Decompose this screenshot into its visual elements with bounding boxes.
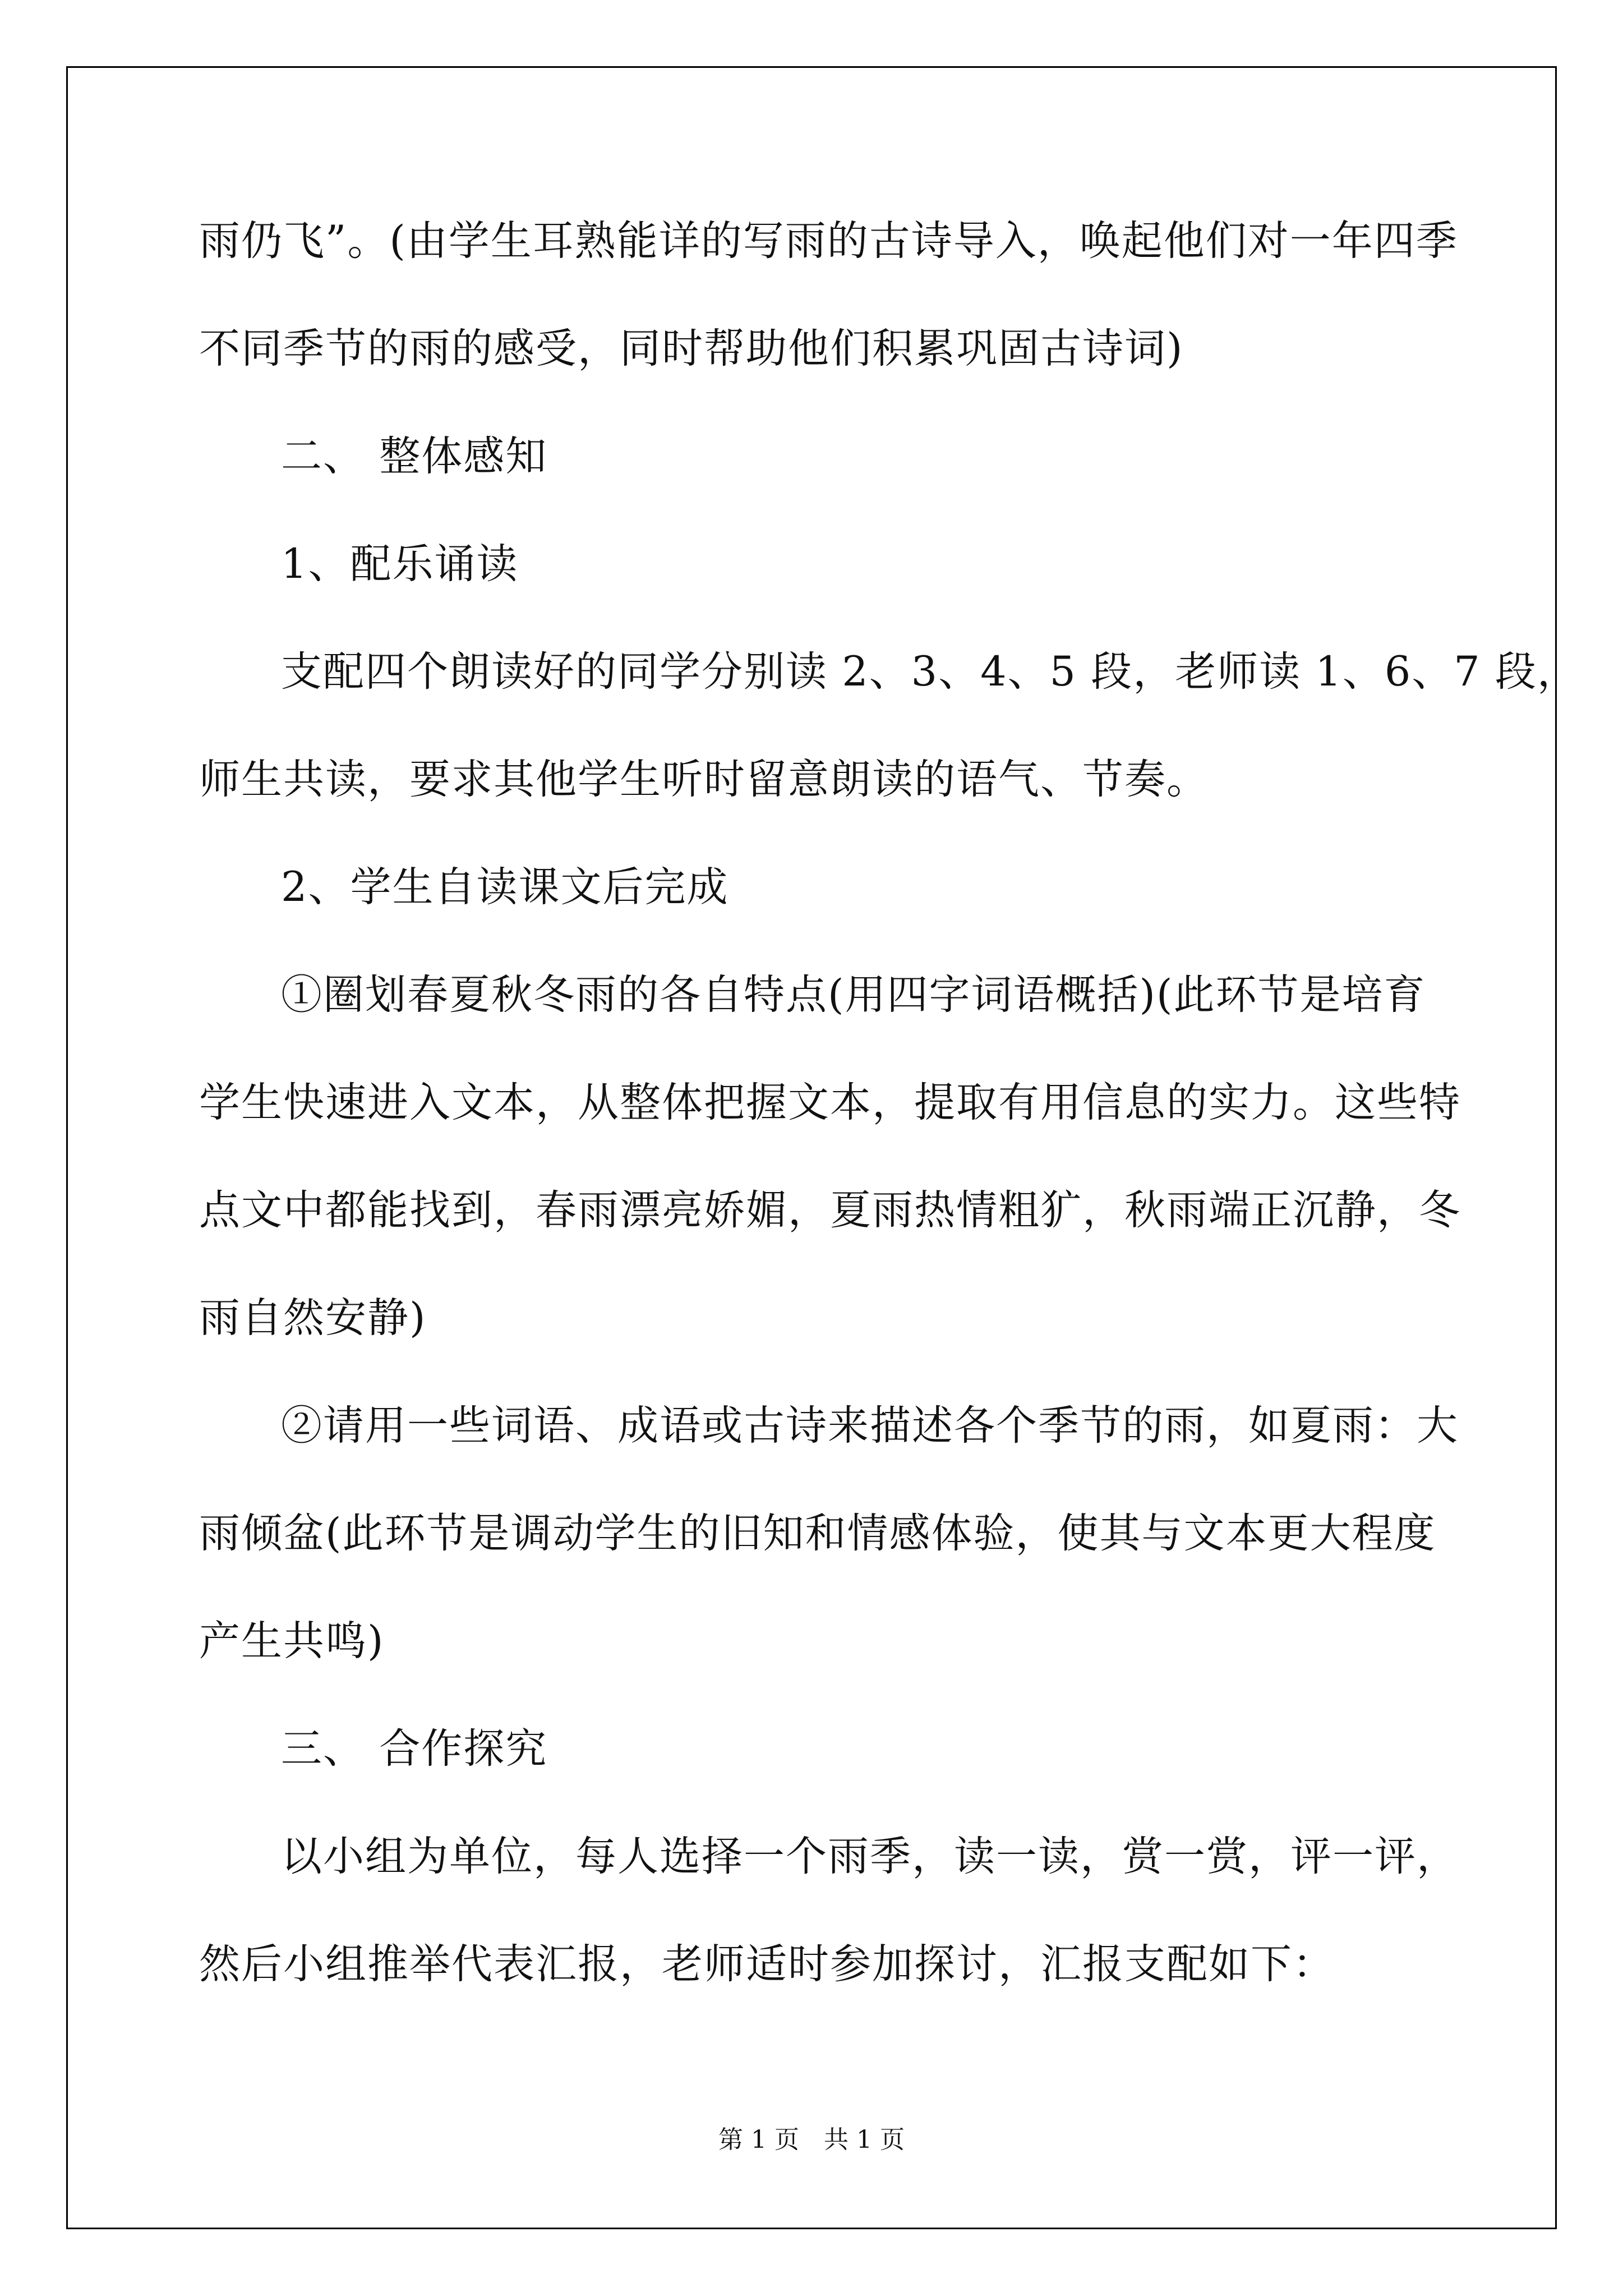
text-line: 师生共读，要求其他学生听时留意朗读的语气、节奏。	[199, 756, 1209, 803]
text-line: 点文中都能找到，春雨漂亮娇媚，夏雨热情粗犷，秋雨端正沉静，冬	[199, 1186, 1461, 1234]
page-number: 第 1 页 共 1 页	[718, 2125, 905, 2154]
section-heading: 三、 合作探究	[281, 1725, 548, 1773]
text-line: ②请用一些词语、成语或古诗来描述各个季节的雨，如夏雨：大	[281, 1402, 1459, 1450]
text-line: 雨倾盆(此环节是调动学生的旧知和情感体验，使其与文本更大程度	[199, 1510, 1436, 1557]
subsection-heading: 2、学生自读课文后完成	[281, 863, 729, 911]
text-line: 产生共鸣)	[199, 1617, 385, 1665]
text-line: 不同季节的雨的感受，同时帮助他们积累巩固古诗词)	[199, 325, 1184, 372]
text-line: 雨自然安静)	[199, 1294, 427, 1342]
text-line: 学生快速进入文本，从整体把握文本，提取有用信息的实力。这些特	[199, 1079, 1461, 1126]
text-line: 支配四个朗读好的同学分别读 2、3、4、5 段，老师读 1、6、7 段，	[281, 648, 1579, 696]
text-line: 雨仍飞”。(由学生耳熟能详的写雨的古诗导入，唤起他们对一年四季	[199, 217, 1458, 265]
page-border	[66, 66, 1557, 2229]
text-line: 以小组为单位，每人选择一个雨季，读一读，赏一赏，评一评，	[281, 1833, 1459, 1880]
section-heading: 二、 整体感知	[281, 432, 548, 480]
subsection-heading: 1、配乐诵读	[281, 540, 519, 588]
text-line: 然后小组推举代表汇报，老师适时参加探讨，汇报支配如下：	[199, 1940, 1335, 1988]
text-line: ①圈划春夏秋冬雨的各自特点(用四字词语概括)(此环节是培育	[281, 971, 1426, 1019]
